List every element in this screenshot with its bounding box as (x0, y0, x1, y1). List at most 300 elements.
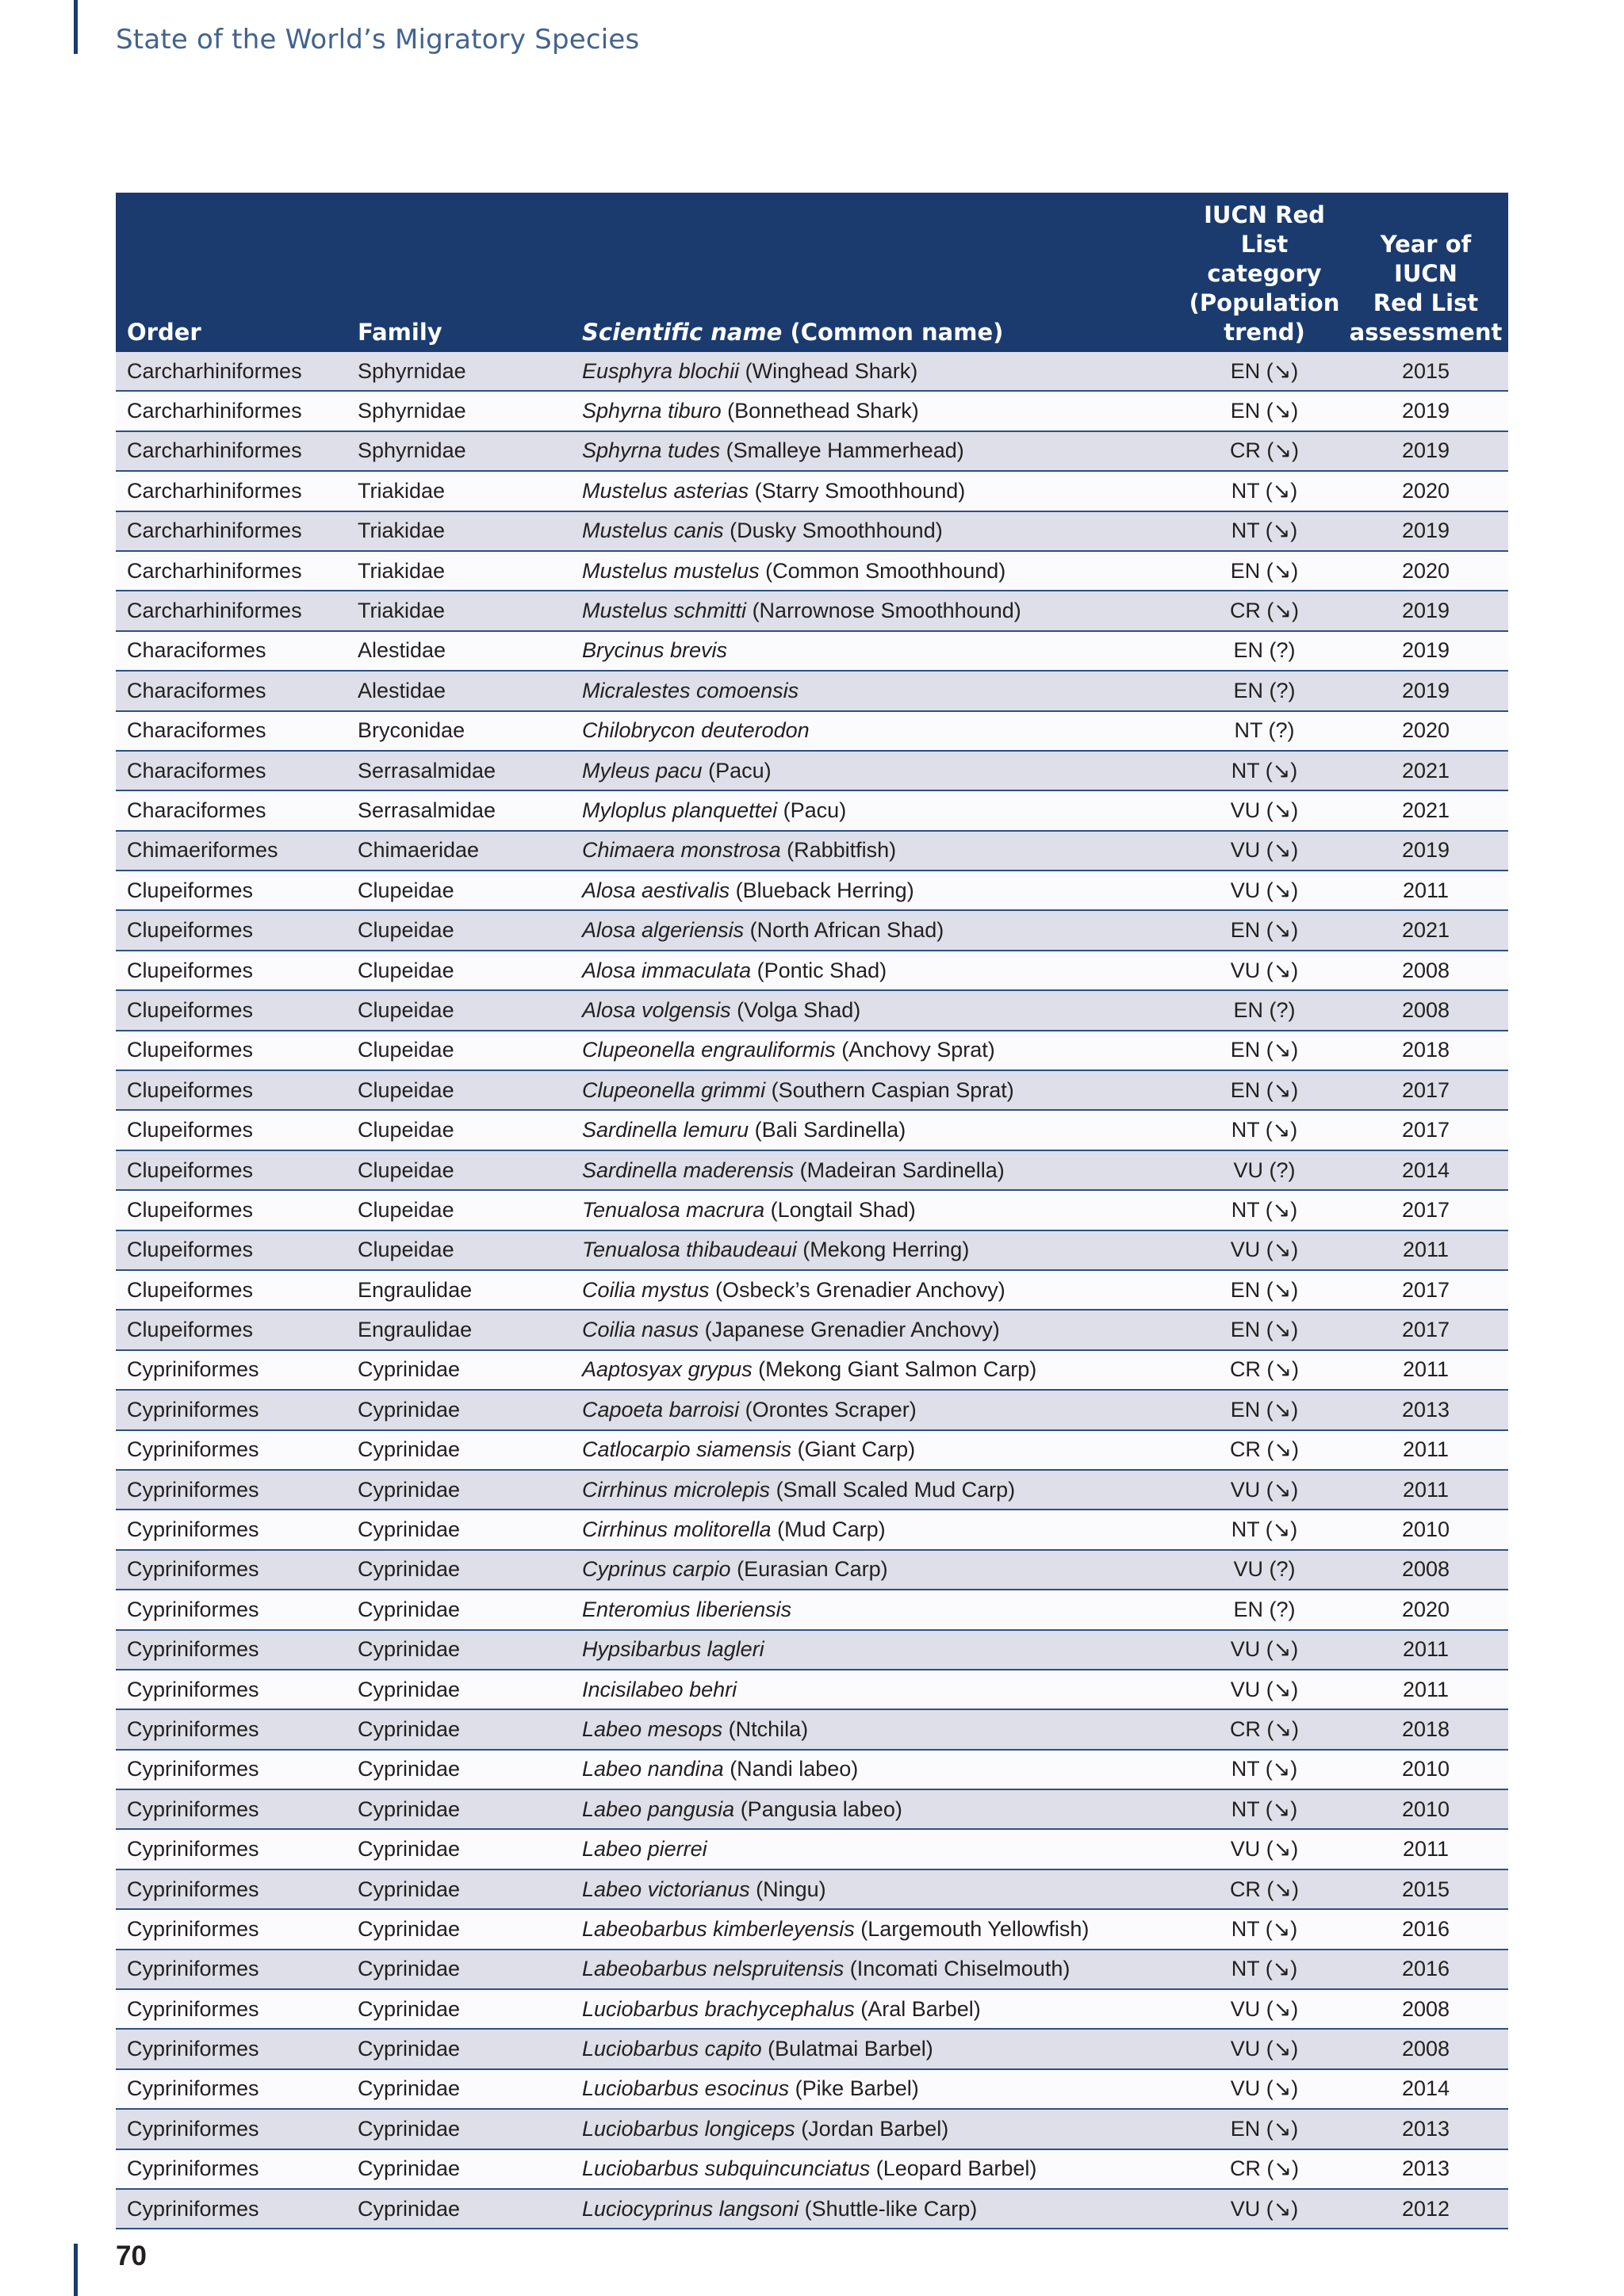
cell-species (571, 1750, 1185, 1789)
cell-assessment-year: 2010 (1343, 1789, 1508, 1829)
cell-iucn-category: CR (↘) (1185, 1709, 1343, 1749)
table-row (116, 790, 1508, 830)
table-row (116, 2029, 1508, 2068)
table-row (116, 2069, 1508, 2109)
cell-assessment-year: 2015 (1343, 352, 1508, 391)
common-name: (Rabbitfish) (780, 838, 897, 863)
cell-species (571, 951, 1185, 990)
cell-assessment-year: 2008 (1343, 951, 1508, 990)
common-name: (Dusky Smoothhound) (723, 519, 943, 543)
table-row (116, 751, 1508, 790)
cell-family: Cyprinidae (347, 1909, 571, 1949)
table-row (116, 2189, 1508, 2229)
header-accent-bar (74, 0, 78, 54)
cell-family: Triakidae (347, 551, 571, 591)
scientific-name: Eusphyra blochii (582, 358, 740, 383)
common-name: (Ntchila) (722, 1716, 809, 1741)
cell-family: Clupeidae (347, 1150, 571, 1190)
common-name: (Winghead Shark) (739, 358, 918, 383)
table-row (116, 1190, 1508, 1230)
table-row (116, 831, 1508, 871)
common-name: (Leopard Barbel) (870, 2156, 1037, 2181)
cell-family: Sphyrnidae (347, 431, 571, 471)
cell-assessment-year: 2011 (1343, 1430, 1508, 1470)
col-header-order: Order (116, 193, 347, 352)
cell-iucn-category: EN (↘) (1185, 1070, 1343, 1110)
cell-iucn-category: EN (↘) (1185, 1031, 1343, 1070)
common-name: (Pontic Shad) (751, 958, 887, 982)
cell-iucn-category: EN (↘) (1185, 352, 1343, 391)
cell-family: Clupeidae (347, 910, 571, 950)
table-row (116, 1550, 1508, 1590)
cell-species (571, 431, 1185, 471)
scientific-name: Capoeta barroisi (582, 1397, 740, 1422)
cell-assessment-year: 2011 (1343, 1630, 1508, 1670)
cell-family: Sphyrnidae (347, 391, 571, 430)
common-name: (Bali Sardinella) (749, 1118, 906, 1142)
cell-order: Cypriniformes (116, 1350, 347, 1390)
cell-assessment-year: 2016 (1343, 1950, 1508, 1989)
cell-iucn-category: NT (↘) (1185, 471, 1343, 511)
common-name: (Japanese Grenadier Anchovy) (699, 1318, 1000, 1342)
cell-iucn-category: VU (↘) (1185, 1630, 1343, 1670)
cell-family: Clupeidae (347, 1070, 571, 1110)
cell-family: Cyprinidae (347, 1470, 571, 1510)
scientific-name: Labeo mesops (582, 1716, 723, 1741)
scientific-name: Luciocyprinus langsoni (582, 2196, 799, 2221)
scientific-name: Labeobarbus kimberleyensis (582, 1916, 855, 1941)
scientific-name: Labeo victorianus (582, 1877, 750, 1901)
cell-iucn-category: VU (↘) (1185, 1670, 1343, 1709)
common-name: (Largemouth Yellowfish) (854, 1916, 1090, 1941)
cell-family: Cyprinidae (347, 1670, 571, 1709)
cell-iucn-category: CR (↘) (1185, 591, 1343, 630)
cell-order: Carcharhiniformes (116, 511, 347, 551)
cell-assessment-year: 2016 (1343, 1909, 1508, 1949)
cell-assessment-year: 2019 (1343, 431, 1508, 471)
cell-iucn-category: EN (↘) (1185, 551, 1343, 591)
cell-family: Sphyrnidae (347, 352, 571, 391)
cell-species (571, 1630, 1185, 1670)
cell-iucn-category: VU (?) (1185, 1150, 1343, 1190)
cell-species (571, 631, 1185, 671)
cell-species (571, 1590, 1185, 1629)
cell-species (571, 2029, 1185, 2068)
common-name: (Mekong Giant Salmon Carp) (752, 1357, 1037, 1382)
scientific-name: Cirrhinus microlepis (582, 1477, 771, 1502)
cell-iucn-category: VU (↘) (1185, 2189, 1343, 2229)
cell-iucn-category: CR (↘) (1185, 1869, 1343, 1909)
col-header-iucn-category: IUCN Red List category (Population trend) (1185, 193, 1343, 352)
cell-order: Characiformes (116, 711, 347, 751)
cell-assessment-year: 2012 (1343, 2189, 1508, 2229)
cell-assessment-year: 2017 (1343, 1110, 1508, 1150)
common-name: (Anchovy Sprat) (835, 1038, 995, 1062)
cell-iucn-category: NT (↘) (1185, 751, 1343, 790)
cell-order: Cypriniformes (116, 1869, 347, 1909)
running-title: State of the World’s Migratory Species (116, 24, 640, 55)
table-row (116, 1909, 1508, 1949)
table-row (116, 431, 1508, 471)
cell-iucn-category: EN (↘) (1185, 1310, 1343, 1349)
cell-order: Cypriniformes (116, 1470, 347, 1510)
cell-iucn-category: CR (↘) (1185, 2149, 1343, 2189)
cell-assessment-year: 2013 (1343, 1390, 1508, 1429)
cell-family: Clupeidae (347, 1031, 571, 1070)
scientific-name: Labeobarbus nelspruitensis (582, 1957, 845, 1981)
scientific-name: Alosa immaculata (582, 958, 752, 982)
cell-assessment-year: 2011 (1343, 1670, 1508, 1709)
cell-species (571, 1510, 1185, 1549)
cell-family: Cyprinidae (347, 1630, 571, 1670)
cell-iucn-category: NT (↘) (1185, 1190, 1343, 1230)
table-body (116, 352, 1508, 2229)
cell-order: Clupeiformes (116, 990, 347, 1030)
scientific-name: Catlocarpio siamensis (582, 1437, 792, 1462)
cell-species (571, 2189, 1185, 2229)
cell-family: Cyprinidae (347, 1350, 571, 1390)
table-row (116, 2149, 1508, 2189)
cell-assessment-year: 2011 (1343, 1230, 1508, 1270)
cell-iucn-category: NT (↘) (1185, 1510, 1343, 1549)
cell-family: Cyprinidae (347, 1390, 571, 1429)
cell-family: Clupeidae (347, 951, 571, 990)
cell-assessment-year: 2019 (1343, 631, 1508, 671)
cell-order: Clupeiformes (116, 951, 347, 990)
cell-assessment-year: 2010 (1343, 1750, 1508, 1789)
cell-family: Engraulidae (347, 1310, 571, 1349)
cell-order: Characiformes (116, 671, 347, 710)
table-row (116, 1350, 1508, 1390)
scientific-name: Brycinus brevis (582, 638, 728, 663)
scientific-name: Tenualosa thibaudeaui (582, 1238, 797, 1262)
cell-assessment-year: 2020 (1343, 1590, 1508, 1629)
col-header-scientific-italic: Scientific name (582, 319, 783, 346)
common-name: (Longtail Shad) (764, 1197, 916, 1222)
cell-family: Cyprinidae (347, 1750, 571, 1789)
cell-order: Carcharhiniformes (116, 352, 347, 391)
common-name: (Smalleye Hammerhead) (720, 438, 964, 463)
cell-species (571, 1869, 1185, 1909)
common-name: (Small Scaled Mud Carp) (770, 1477, 1016, 1502)
cell-species (571, 871, 1185, 910)
scientific-name: Coilia mystus (582, 1277, 710, 1302)
table-row (116, 1709, 1508, 1749)
cell-iucn-category: NT (↘) (1185, 1950, 1343, 1989)
cell-order: Clupeiformes (116, 1070, 347, 1110)
common-name: (Pacu) (702, 758, 772, 783)
cell-iucn-category: VU (?) (1185, 1550, 1343, 1590)
table-row (116, 1869, 1508, 1909)
cell-order: Clupeiformes (116, 910, 347, 950)
table-row (116, 471, 1508, 511)
cell-assessment-year: 2011 (1343, 1470, 1508, 1510)
cell-order: Carcharhiniformes (116, 391, 347, 430)
common-name: (Starry Smoothhound) (749, 478, 966, 503)
scientific-name: Hypsibarbus lagleri (582, 1637, 764, 1662)
scientific-name: Luciobarbus esocinus (582, 2076, 790, 2101)
cell-order: Cypriniformes (116, 1510, 347, 1549)
col-header-family: Family (347, 193, 571, 352)
common-name: (Common Smoothhound) (759, 558, 1006, 583)
cell-assessment-year: 2011 (1343, 871, 1508, 910)
cell-species (571, 1430, 1185, 1470)
common-name: (Incomati Chiselmouth) (844, 1957, 1071, 1981)
cell-order: Cypriniformes (116, 2029, 347, 2068)
scientific-name: Cirrhinus molitorella (582, 1517, 772, 1542)
cell-species (571, 551, 1185, 591)
cell-assessment-year: 2018 (1343, 1709, 1508, 1749)
cell-species (571, 1390, 1185, 1429)
scientific-name: Mustelus asterias (582, 478, 749, 503)
cell-order: Cypriniformes (116, 1829, 347, 1869)
cell-family: Serrasalmidae (347, 751, 571, 790)
cell-iucn-category: VU (↘) (1185, 1230, 1343, 1270)
scientific-name: Labeo pierrei (582, 1837, 707, 1862)
scientific-name: Alosa volgensis (582, 997, 731, 1022)
cell-species (571, 391, 1185, 430)
table-row (116, 1989, 1508, 2029)
table-row (116, 1031, 1508, 1070)
cell-assessment-year: 2019 (1343, 511, 1508, 551)
cell-assessment-year: 2019 (1343, 391, 1508, 430)
table-row (116, 1270, 1508, 1310)
common-name: (Mekong Herring) (796, 1238, 970, 1262)
scientific-name: Alosa aestivalis (582, 878, 730, 902)
cell-iucn-category: VU (↘) (1185, 951, 1343, 990)
cell-iucn-category: NT (↘) (1185, 1789, 1343, 1829)
cell-family: Cyprinidae (347, 2029, 571, 2068)
cell-order: Carcharhiniformes (116, 591, 347, 630)
table-row (116, 1510, 1508, 1549)
scientific-name: Aaptosyax grypus (582, 1357, 753, 1382)
common-name: (Volga Shad) (730, 997, 861, 1022)
cell-assessment-year: 2011 (1343, 1350, 1508, 1390)
cell-order: Clupeiformes (116, 1110, 347, 1150)
table-row (116, 1150, 1508, 1190)
scientific-name: Myloplus planquettei (582, 798, 778, 822)
cell-assessment-year: 2019 (1343, 671, 1508, 710)
cell-iucn-category: NT (↘) (1185, 511, 1343, 551)
scientific-name: Chimaera monstrosa (582, 838, 781, 863)
scientific-name: Sphyrna tiburo (582, 399, 722, 423)
cell-iucn-category: VU (↘) (1185, 1470, 1343, 1510)
cell-assessment-year: 2008 (1343, 1989, 1508, 2029)
cell-order: Clupeiformes (116, 871, 347, 910)
common-name: (Pangusia labeo) (734, 1797, 902, 1821)
cell-order: Cypriniformes (116, 1390, 347, 1429)
cell-iucn-category: EN (?) (1185, 671, 1343, 710)
cell-order: Clupeiformes (116, 1310, 347, 1349)
cell-family: Cyprinidae (347, 2069, 571, 2109)
scientific-name: Luciobarbus capito (582, 2037, 762, 2061)
cell-iucn-category: EN (?) (1185, 990, 1343, 1030)
cell-family: Cyprinidae (347, 2189, 571, 2229)
cell-assessment-year: 2014 (1343, 2069, 1508, 2109)
cell-assessment-year: 2017 (1343, 1270, 1508, 1310)
table-row (116, 711, 1508, 751)
cell-family: Cyprinidae (347, 1550, 571, 1590)
cell-order: Characiformes (116, 790, 347, 830)
common-name: (Bonnethead Shark) (721, 399, 919, 423)
common-name: (Madeiran Sardinella) (794, 1158, 1005, 1182)
cell-species (571, 2109, 1185, 2149)
col-header-assessment-year: Year of IUCN Red List assessment (1343, 193, 1508, 352)
cell-family: Clupeidae (347, 990, 571, 1030)
cell-assessment-year: 2008 (1343, 2029, 1508, 2068)
cell-family: Cyprinidae (347, 1789, 571, 1829)
common-name: (Giant Carp) (791, 1437, 916, 1462)
scientific-name: Sardinella maderensis (582, 1158, 795, 1182)
cell-species (571, 471, 1185, 511)
cell-iucn-category: NT (?) (1185, 711, 1343, 751)
common-name: (Jordan Barbel) (795, 2116, 949, 2141)
common-name: (Shuttle-like Carp) (799, 2196, 978, 2221)
table-row (116, 1310, 1508, 1349)
cell-iucn-category: VU (↘) (1185, 831, 1343, 871)
common-name: (Pacu) (777, 798, 847, 822)
cell-species (571, 1829, 1185, 1869)
scientific-name: Luciobarbus longiceps (582, 2116, 795, 2141)
cell-species (571, 1950, 1185, 1989)
cell-family: Clupeidae (347, 1230, 571, 1270)
common-name: (Aral Barbel) (854, 1996, 981, 2021)
cell-species (571, 1150, 1185, 1190)
cell-species (571, 1350, 1185, 1390)
cell-order: Cypriniformes (116, 1590, 347, 1629)
cell-species (571, 1670, 1185, 1709)
cell-iucn-category: NT (↘) (1185, 1750, 1343, 1789)
cell-species (571, 1709, 1185, 1749)
cell-family: Triakidae (347, 471, 571, 511)
cell-order: Cypriniformes (116, 1989, 347, 2029)
table-header-row (116, 193, 1508, 352)
cell-order: Clupeiformes (116, 1150, 347, 1190)
table-row (116, 591, 1508, 630)
cell-order: Carcharhiniformes (116, 471, 347, 511)
cell-species (571, 1789, 1185, 1829)
cell-order: Cypriniformes (116, 2109, 347, 2149)
cell-family: Alestidae (347, 631, 571, 671)
cell-assessment-year: 2014 (1343, 1150, 1508, 1190)
cell-species (571, 352, 1185, 391)
scientific-name: Micralestes comoensis (582, 678, 799, 702)
common-name: (Orontes Scraper) (739, 1397, 917, 1422)
cell-species (571, 990, 1185, 1030)
cell-assessment-year: 2021 (1343, 910, 1508, 950)
scientific-name: Luciobarbus subquincunciatus (582, 2156, 871, 2181)
cell-family: Bryconidae (347, 711, 571, 751)
table-row (116, 1630, 1508, 1670)
common-name: (Southern Caspian Sprat) (765, 1077, 1014, 1102)
cell-iucn-category: VU (↘) (1185, 1829, 1343, 1869)
cell-family: Clupeidae (347, 1110, 571, 1150)
cell-order: Cypriniformes (116, 1789, 347, 1829)
footer-accent-bar (74, 2244, 78, 2296)
cell-species (571, 1909, 1185, 1949)
cell-iucn-category: VU (↘) (1185, 2029, 1343, 2068)
cell-family: Cyprinidae (347, 1989, 571, 2029)
cell-iucn-category: EN (↘) (1185, 1390, 1343, 1429)
cell-assessment-year: 2013 (1343, 2109, 1508, 2149)
scientific-name: Mustelus mustelus (582, 558, 760, 583)
cell-order: Clupeiformes (116, 1270, 347, 1310)
cell-assessment-year: 2008 (1343, 990, 1508, 1030)
cell-species (571, 1470, 1185, 1510)
scientific-name: Mustelus schmitti (582, 599, 747, 623)
cell-species (571, 831, 1185, 871)
scientific-name: Chilobrycon deuterodon (582, 718, 810, 743)
page-number: 70 (116, 2241, 147, 2271)
cell-family: Cyprinidae (347, 1709, 571, 1749)
cell-assessment-year: 2021 (1343, 751, 1508, 790)
scientific-name: Labeo nandina (582, 1757, 724, 1781)
common-name: (Mud Carp) (771, 1517, 886, 1542)
cell-iucn-category: EN (↘) (1185, 910, 1343, 950)
cell-species (571, 711, 1185, 751)
cell-order: Clupeiformes (116, 1031, 347, 1070)
common-name: (North African Shad) (744, 918, 944, 943)
table-row (116, 1110, 1508, 1150)
scientific-name: Cyprinus carpio (582, 1557, 731, 1582)
common-name: (Bulatmai Barbel) (761, 2037, 933, 2061)
cell-assessment-year: 2017 (1343, 1070, 1508, 1110)
cell-iucn-category: NT (↘) (1185, 1110, 1343, 1150)
scientific-name: Sardinella lemuru (582, 1118, 749, 1142)
cell-assessment-year: 2017 (1343, 1190, 1508, 1230)
scientific-name: Mustelus canis (582, 519, 724, 543)
scientific-name: Labeo pangusia (582, 1797, 735, 1821)
scientific-name: Sphyrna tudes (582, 438, 721, 463)
cell-family: Alestidae (347, 671, 571, 710)
cell-order: Cypriniformes (116, 1750, 347, 1789)
common-name: (Eurasian Carp) (730, 1557, 888, 1582)
table-row (116, 1829, 1508, 1869)
scientific-name: Enteromius liberiensis (582, 1597, 792, 1621)
scientific-name: Coilia nasus (582, 1318, 699, 1342)
cell-order: Cypriniformes (116, 2069, 347, 2109)
cell-species (571, 1070, 1185, 1110)
cell-assessment-year: 2019 (1343, 831, 1508, 871)
cell-order: Cypriniformes (116, 1709, 347, 1749)
cell-order: Clupeiformes (116, 1230, 347, 1270)
cell-species (571, 1310, 1185, 1349)
cell-assessment-year: 2018 (1343, 1031, 1508, 1070)
cell-species (571, 2069, 1185, 2109)
cell-family: Serrasalmidae (347, 790, 571, 830)
common-name: (Ningu) (749, 1877, 826, 1901)
cell-order: Cypriniformes (116, 1909, 347, 1949)
cell-iucn-category: EN (↘) (1185, 1270, 1343, 1310)
cell-family: Cyprinidae (347, 1829, 571, 1869)
table-row (116, 631, 1508, 671)
cell-order: Chimaeriformes (116, 831, 347, 871)
cell-family: Cyprinidae (347, 1869, 571, 1909)
cell-family: Engraulidae (347, 1270, 571, 1310)
cell-order: Cypriniformes (116, 1550, 347, 1590)
cell-iucn-category: VU (↘) (1185, 1989, 1343, 2029)
cell-species (571, 591, 1185, 630)
cell-assessment-year: 2020 (1343, 471, 1508, 511)
cell-order: Cypriniformes (116, 2189, 347, 2229)
cell-assessment-year: 2017 (1343, 1310, 1508, 1349)
cell-species (571, 1230, 1185, 1270)
scientific-name: Incisilabeo behri (582, 1677, 737, 1701)
cell-species (571, 1989, 1185, 2029)
common-name: (Narrownose Smoothhound) (746, 599, 1021, 623)
table-row (116, 1390, 1508, 1429)
common-name: (Blueback Herring) (730, 878, 914, 902)
